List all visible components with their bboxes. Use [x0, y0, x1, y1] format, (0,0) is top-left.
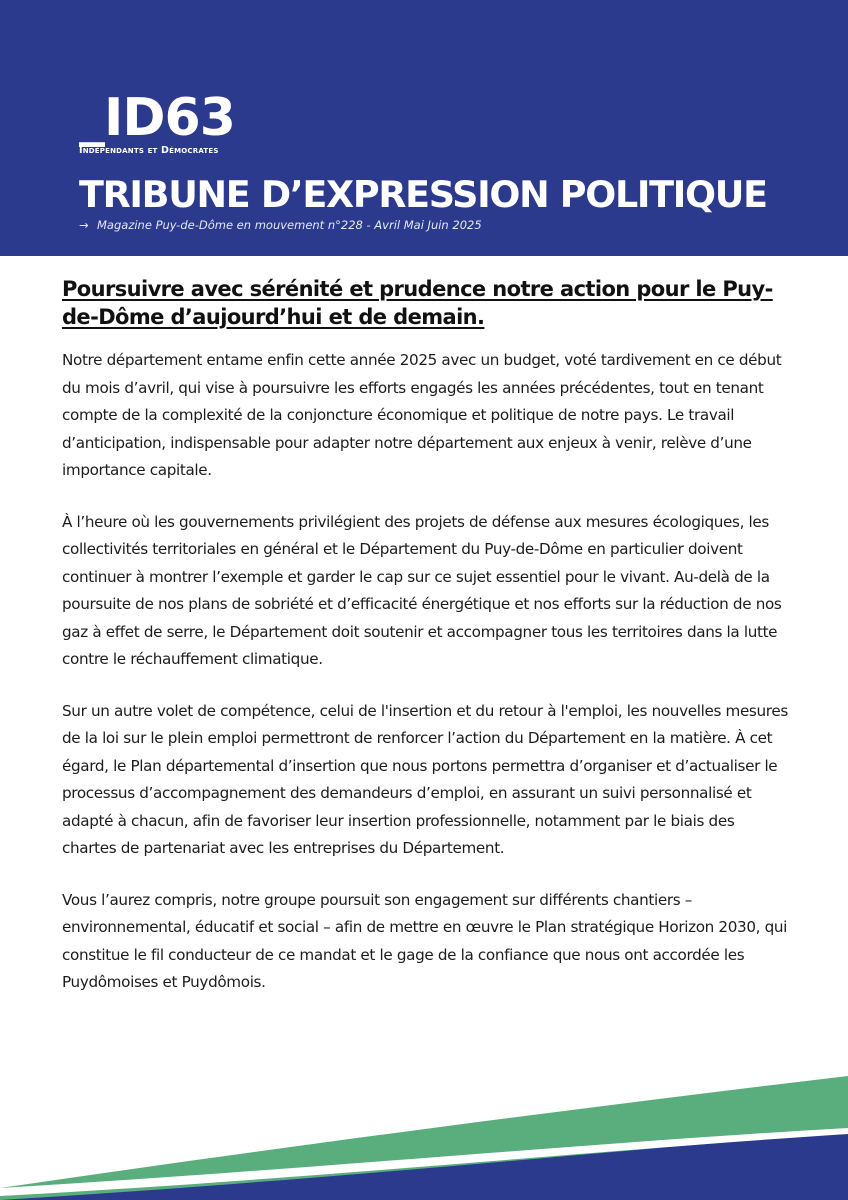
article	[62, 275, 790, 1021]
article-paragraph-1: Notre département entame enfin cette année 2025 avec un budget, voté tardivement en ce début du mois d’avril, qui vise à poursuivre les efforts engagés les années précédentes, tout en tenant compte de la complexité de la conjoncture économique et politique de notre pays. Le travail d’anticipation, indispensable pour adapter notre département aux enjeux à venir, relève d’une importance capitale.	[62, 351, 782, 479]
page-title: TRIBUNE D’EXPRESSION POLITIQUE	[79, 173, 767, 216]
id63-logo	[79, 88, 299, 156]
article-title: Poursuivre avec sérénité et prudence notre action pour le Puy-de-Dôme d’aujourd’hui et de demain.	[62, 277, 773, 329]
logo-wordmark: _ID63	[79, 88, 235, 148]
magazine-reference	[79, 218, 779, 232]
header-banner	[0, 0, 848, 256]
footer-wave-decoration	[0, 1070, 848, 1200]
article-paragraph-4: Vous l’aurez compris, notre groupe poursuit son engagement sur différents chantiers – environnemental, éducatif et social – afin de mettre en œuvre le Plan stratégique Horizon 2030, qui constitue le fil conducteur de ce mandat et le gage de la confiance que nous ont accordée les Puydômoises et Puydômois.	[62, 890, 788, 991]
logo-tagline: Indépendants et Démocrates	[79, 145, 219, 156]
magazine-reference-text: Magazine Puy-de-Dôme en mouvement n°228 - Avril Mai Juin 2025	[97, 218, 482, 232]
article-paragraph-2: À l’heure où les gouvernements privilégient des projets de défense aux mesures écologiques, les collectivités territoriales en général et le Département du Puy-de-Dôme en particulier doivent continuer à montrer l’exemple et garder le cap sur ce sujet essentiel pour le vivant. Au-delà de la poursuite de nos plans de sobriété et d’efficacité énergétique et nos efforts sur la réduction de nos gaz à effet de serre, le Département doit soutenir et accompagner tous les territoires dans la lutte contre le réchauffement climatique.	[62, 512, 782, 668]
article-paragraph-3: Sur un autre volet de compétence, celui de l'insertion et du retour à l'emploi, les nouvelles mesures de la loi sur le plein emploi permettront de renforcer l’action du Département en la matière. À cet égard, le Plan départemental d’insertion que nous portons permettra d’organiser et d’actualiser le processus d’accompagnement des demandeurs d’emploi, en assurant un suivi personnalisé et adapté à chacun, afin de favoriser leur insertion professionnelle, notamment par le biais des chartes de partenariat avec les entreprises du Département.	[62, 701, 788, 857]
arrow-right-icon: →	[79, 218, 89, 232]
